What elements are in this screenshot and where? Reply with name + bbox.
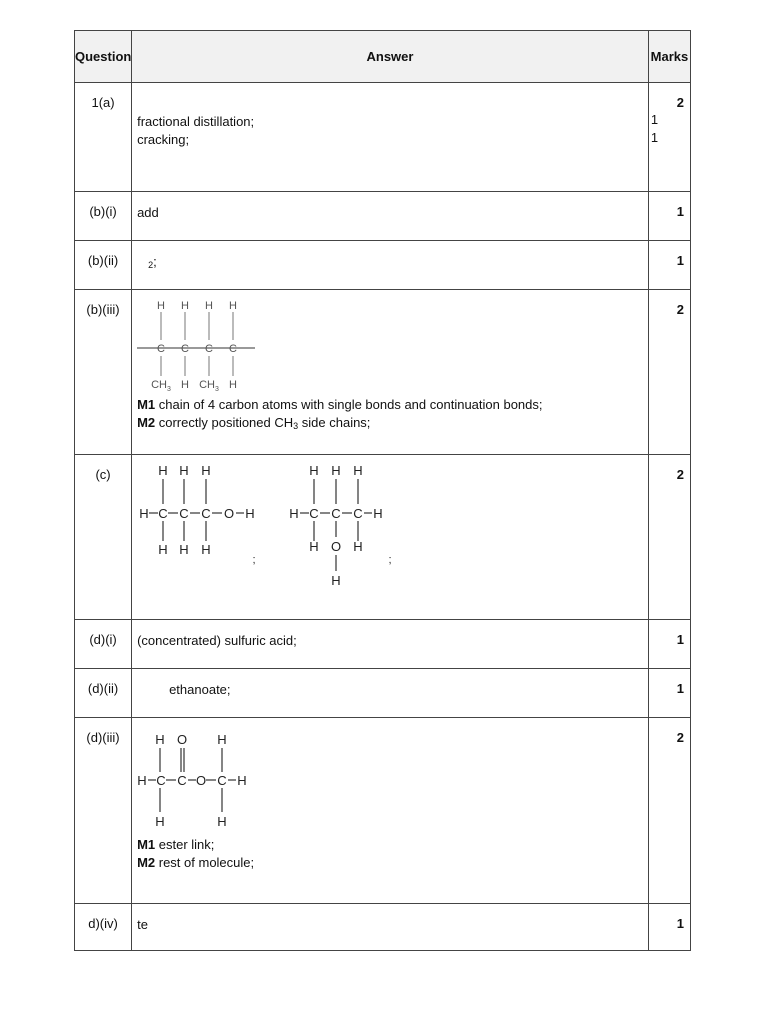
atom-label: H [331, 573, 341, 588]
atom-label: H [217, 732, 227, 747]
propanol-structures-diagram [134, 457, 644, 603]
atom-label: C [353, 506, 363, 521]
marks-cell: 1 [648, 192, 690, 241]
table-row [75, 718, 691, 904]
atom-label: $CH_3$ [151, 379, 171, 392]
m1-line [137, 836, 642, 854]
table-row [75, 904, 691, 951]
atom-label: C [229, 343, 238, 355]
marks-cell: 1 [648, 904, 690, 951]
answer-text: (concentrated) sulfuric acid; [132, 620, 649, 669]
atom-label: C [181, 343, 190, 355]
atom-label: $CH_3$ [199, 379, 219, 392]
m1-text: ester link; [155, 837, 215, 852]
atom-label: H [179, 542, 189, 557]
question-label: (d)(i) [75, 620, 132, 669]
atom-label: H [201, 463, 211, 478]
answer-text: add [132, 192, 649, 241]
atom-label: O [331, 539, 342, 554]
atom-label: C [156, 773, 166, 788]
marks-cell: 1 [648, 241, 690, 290]
atom-label: H [289, 506, 299, 521]
m1-label: M1 [137, 397, 156, 412]
marks-cell: 1 [648, 620, 690, 669]
atom-label: C [309, 506, 319, 521]
answer-cell [132, 241, 649, 290]
m1-label: M1 [137, 837, 156, 852]
atom-label: H [205, 300, 214, 312]
m2-line [137, 414, 642, 435]
table-row [75, 669, 691, 718]
atom-label: H [181, 379, 190, 391]
atom-label: H [155, 814, 165, 829]
marks-cell [648, 83, 690, 192]
subscript: 3 [293, 421, 299, 431]
atom-label: H [201, 542, 211, 557]
m1-line [137, 396, 642, 414]
answer-text: ; [153, 254, 157, 269]
atom-label: H [179, 463, 189, 478]
separator: ; [388, 554, 392, 566]
atom-label: O [196, 773, 207, 788]
atom-label: H [157, 300, 166, 312]
answer-cell [132, 455, 649, 620]
subscript: 2 [148, 260, 154, 270]
atom-label: H [373, 506, 383, 521]
atom-label: H [309, 539, 319, 554]
atom-label: H [229, 379, 238, 391]
table-row [75, 455, 691, 620]
answer-cell [132, 290, 649, 455]
m2-label: M2 [137, 855, 156, 870]
m1-text: chain of 4 carbon atoms with single bonds and continuation bonds; [155, 397, 543, 412]
atom-label: H [158, 463, 168, 478]
atom-label: H [229, 300, 238, 312]
table-row [75, 192, 691, 241]
atom-label: C [331, 506, 341, 521]
question-label: d)(iv) [75, 904, 132, 951]
m2-text: side chains; [298, 415, 371, 430]
atom-label: H [237, 773, 247, 788]
atom-label: H [331, 463, 341, 478]
answer-cell [132, 83, 649, 192]
atom-label: O [224, 506, 235, 521]
marks-header: Marks [648, 31, 690, 83]
marks-cell: 2 [648, 290, 690, 455]
question-label: (b)(i) [75, 192, 132, 241]
atom-label: C [177, 773, 187, 788]
atom-label: C [205, 343, 214, 355]
m2-label: M2 [137, 415, 156, 430]
answer-text: te [132, 904, 649, 951]
atom-label: H [353, 539, 363, 554]
polymer-structure-diagram [137, 296, 267, 392]
question-header: Question [75, 31, 132, 83]
answer-cell [132, 718, 649, 904]
answer-text: ethanoate; [132, 669, 649, 718]
question-label: (b)(iii) [75, 290, 132, 455]
separator: ; [252, 554, 256, 566]
total-marks: 2 [676, 95, 684, 110]
question-label: 1(a) [75, 83, 132, 192]
table-row [75, 241, 691, 290]
question-label: (d)(ii) [75, 669, 132, 718]
m2-text: rest of molecule; [155, 855, 255, 870]
atom-label: C [201, 506, 211, 521]
sub-mark: 1 [650, 130, 659, 145]
atom-label: H [155, 732, 165, 747]
m2-line [137, 854, 642, 872]
atom-label: C [179, 506, 189, 521]
atom-label: H [353, 463, 363, 478]
atom-label: C [157, 343, 166, 355]
table-row [75, 83, 691, 192]
marks-cell: 1 [648, 669, 690, 718]
atom-label: H [181, 300, 190, 312]
atom-label: H [139, 506, 149, 521]
header-row [75, 31, 691, 83]
table-row [75, 290, 691, 455]
atom-label: H [217, 814, 227, 829]
answer-line [137, 131, 642, 149]
table-row [75, 620, 691, 669]
m2-text: correctly positioned CH [155, 415, 294, 430]
ester-structure-diagram [134, 728, 264, 832]
answer-text: fractional distillation; [137, 114, 255, 129]
question-label: (d)(iii) [75, 718, 132, 904]
atom-label: C [158, 506, 168, 521]
question-label: (c) [75, 455, 132, 620]
atom-label: H [245, 506, 255, 521]
question-label: (b)(ii) [75, 241, 132, 290]
atom-label: H [309, 463, 319, 478]
answer-line [137, 113, 642, 131]
atom-label: C [217, 773, 227, 788]
answer-text: cracking; [137, 132, 190, 147]
atom-label: H [137, 773, 147, 788]
marks-cell: 2 [648, 718, 690, 904]
atom-label: O [177, 732, 188, 747]
marks-cell: 2 [648, 455, 690, 620]
atom-label: H [158, 542, 168, 557]
sub-mark: 1 [650, 112, 659, 127]
answer-header: Answer [132, 31, 649, 83]
mark-scheme-table [74, 30, 691, 951]
